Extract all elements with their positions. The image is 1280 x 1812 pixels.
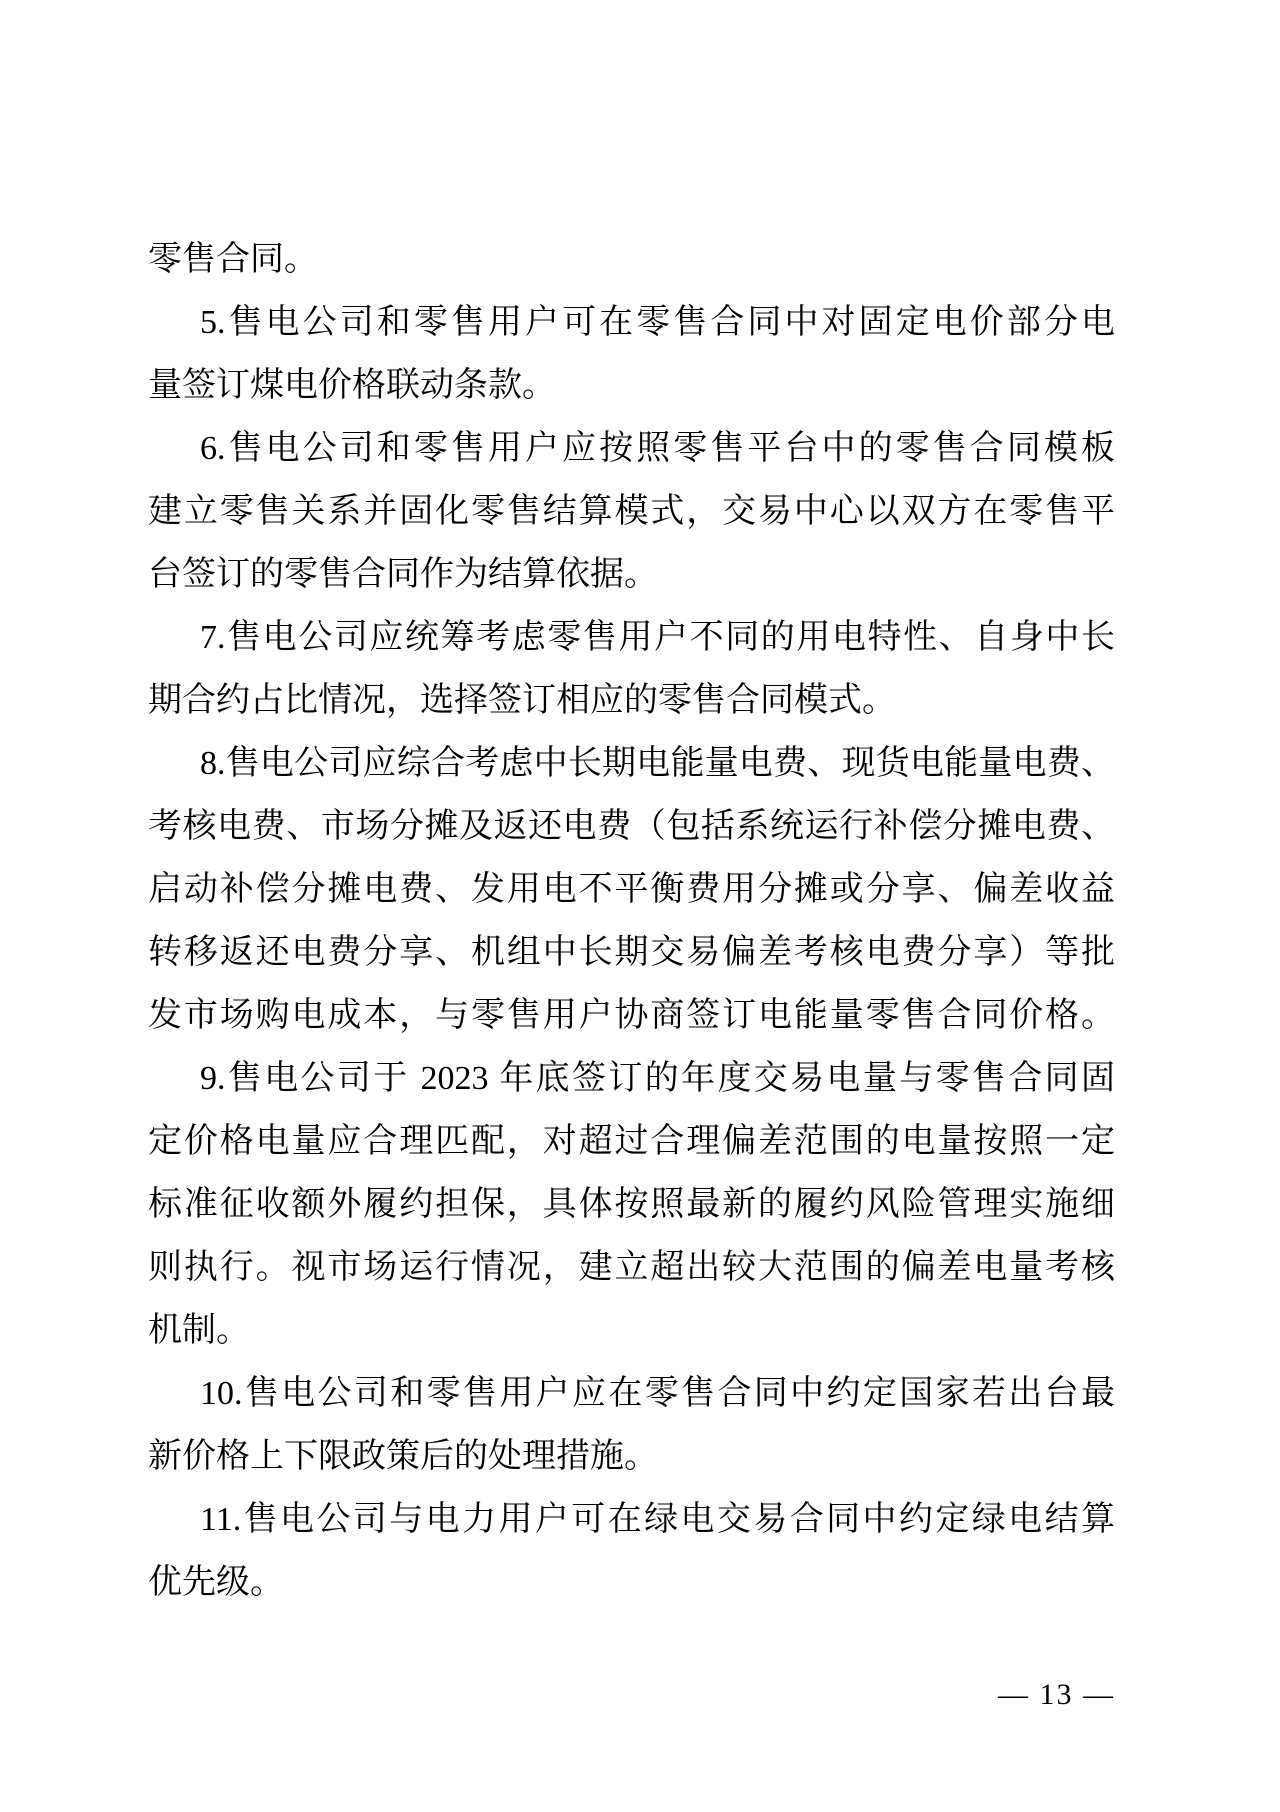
text-line: 6.售电公司和零售用户应按照零售平台中的零售合同模板 bbox=[200, 430, 1115, 467]
paragraph-item-11 bbox=[148, 1488, 1115, 1614]
text-line: 期合约占比情况，选择签订相应的零售合同模式。 bbox=[148, 682, 896, 719]
text-line: 机制。 bbox=[148, 1312, 250, 1349]
text-line: 9.售电公司于 2023 年底签订的年度交易电量与零售合同固 bbox=[200, 1060, 1115, 1097]
text-line: 11.售电公司与电力用户可在绿电交易合同中约定绿电结算 bbox=[200, 1501, 1115, 1538]
text-block bbox=[148, 228, 1115, 1614]
text-line: 考核电费、市场分摊及返还电费（包括系统运行补偿分摊电费、 bbox=[148, 808, 1115, 845]
paragraph-item-6 bbox=[148, 417, 1115, 606]
text-line: 8.售电公司应综合考虑中长期电能量电费、现货电能量电费、 bbox=[200, 745, 1115, 782]
text-line: 10.售电公司和零售用户应在零售合同中约定国家若出台最 bbox=[200, 1375, 1115, 1412]
text-line: 量签订煤电价格联动条款。 bbox=[148, 367, 556, 404]
text-line: 7.售电公司应统筹考虑零售用户不同的用电特性、自身中长 bbox=[200, 619, 1115, 656]
text-line: 新价格上下限政策后的处理措施。 bbox=[148, 1438, 658, 1475]
text-line: 发市场购电成本，与零售用户协商签订电能量零售合同价格。 bbox=[148, 997, 1115, 1034]
page-number: — 13 — bbox=[998, 1678, 1115, 1711]
text-line: 转移返还电费分享、机组中长期交易偏差考核电费分享）等批 bbox=[148, 934, 1115, 971]
text-line: 优先级。 bbox=[148, 1564, 284, 1601]
text-line: 标准征收额外履约担保，具体按照最新的履约风险管理实施细 bbox=[148, 1186, 1115, 1223]
paragraph-item-5 bbox=[148, 291, 1115, 417]
paragraph-item-7 bbox=[148, 606, 1115, 732]
text-line: 5.售电公司和零售用户可在零售合同中对固定电价部分电 bbox=[200, 304, 1115, 341]
paragraph-item-8 bbox=[148, 732, 1115, 1047]
text-line: 定价格电量应合理匹配，对超过合理偏差范围的电量按照一定 bbox=[148, 1123, 1115, 1160]
text-line: 启动补偿分摊电费、发用电不平衡费用分摊或分享、偏差收益 bbox=[148, 871, 1115, 908]
text-line: 零售合同。 bbox=[148, 241, 318, 278]
text-line: 则执行。视市场运行情况，建立超出较大范围的偏差电量考核 bbox=[148, 1249, 1115, 1286]
paragraph-item-10 bbox=[148, 1362, 1115, 1488]
text-line: 台签订的零售合同作为结算依据。 bbox=[148, 556, 658, 593]
paragraph-continuation bbox=[148, 228, 1115, 291]
text-line: 建立零售关系并固化零售结算模式，交易中心以双方在零售平 bbox=[148, 493, 1115, 530]
paragraph-item-9 bbox=[148, 1047, 1115, 1362]
